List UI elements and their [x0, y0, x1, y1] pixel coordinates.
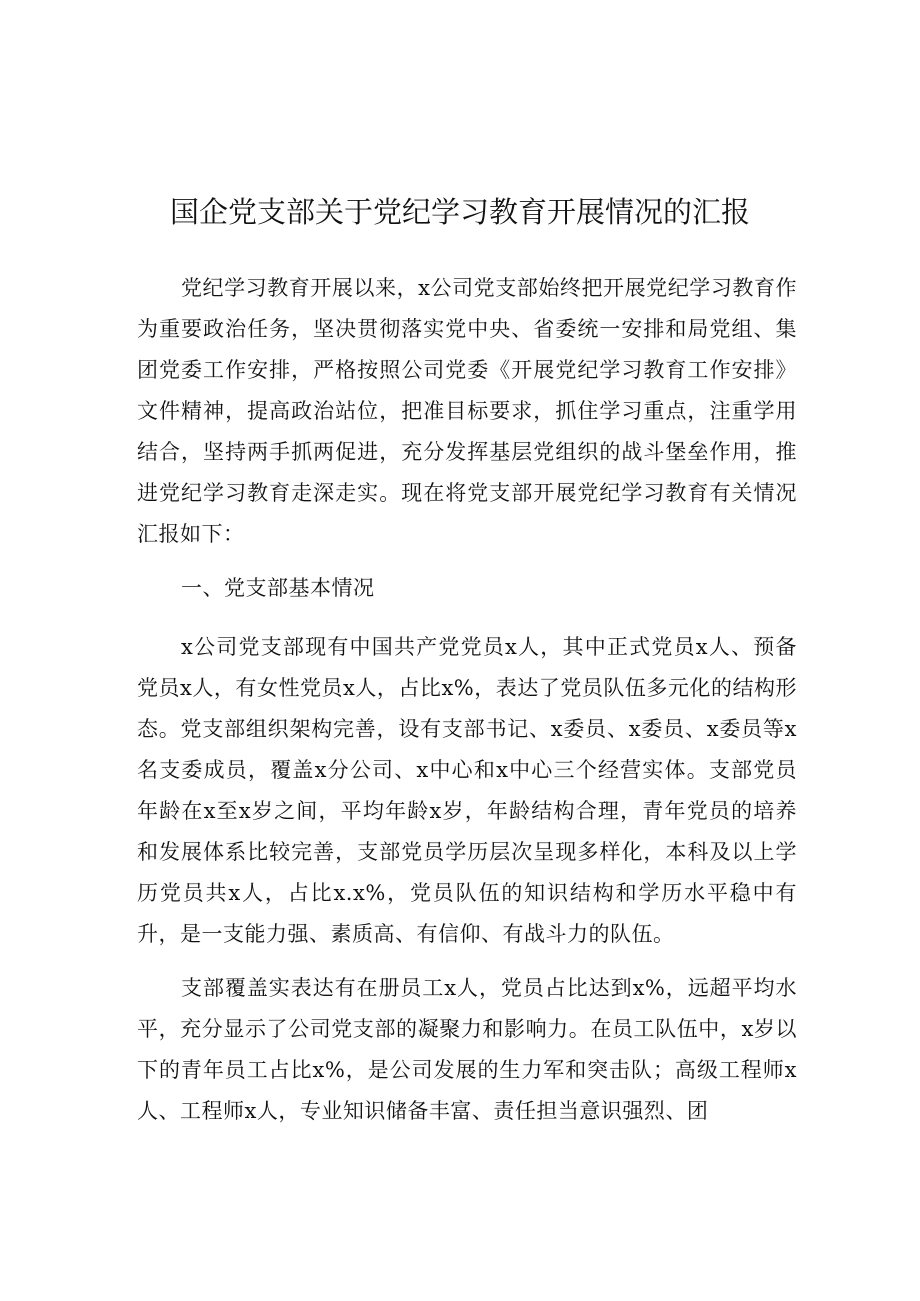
body-paragraph: 支部覆盖实表达有在册员工x人，党员占比达到x%，远超平均水平，充分显示了公司党支部的凝聚力和影响力。在员工队伍中，x岁以下的青年员工占比x%，是公司发展的生力军和突击队；高级工程师x人、工程师x人，专业知识储备丰富、责任担当意识强烈、团 — [137, 976, 797, 1123]
body-paragraph: x公司党支部现有中国共产党党员x人，其中正式党员x人、预备党员x人，有女性党员x人，占比x%，表达了党员队伍多元化的结构形态。党支部组织架构完善，设有支部书记、x委员、x委员、x委员等x名支委成员，覆盖x分公司、x中心和x中心三个经营实体。支部党员年龄在x至x岁之间，平均年龄x岁，年龄结构合理，青年党员的培养和发展体系比较完善，支部党员学历层次呈现多样化，本科及以上学历党员共x人，占比x.x%，党员队伍的知识结构和学历水平稳中有升，是一支能力强、素质高、有信仰、有战斗力的队伍。 — [137, 635, 797, 946]
document-title: 国企党支部关于党纪学习教育开展情况的汇报 — [169, 195, 750, 229]
section-heading: 一、党支部基本情况 — [181, 576, 375, 600]
intro-paragraph: 党纪学习教育开展以来，x公司党支部始终把开展党纪学习教育作为重要政治任务，坚决贯彻落实党中央、省委统一安排和局党组、集团党委工作安排，严格按照公司党委《开展党纪学习教育工作安排》文件精神，提高政治站位，把准目标要求，抓住学习重点，注重学用结合，坚持两手抓两促进，充分发挥基层党组织的战斗堡垒作用，推进党纪学习教育走深走实。现在将党支部开展党纪学习教育有关情况汇报如下： — [137, 276, 797, 546]
